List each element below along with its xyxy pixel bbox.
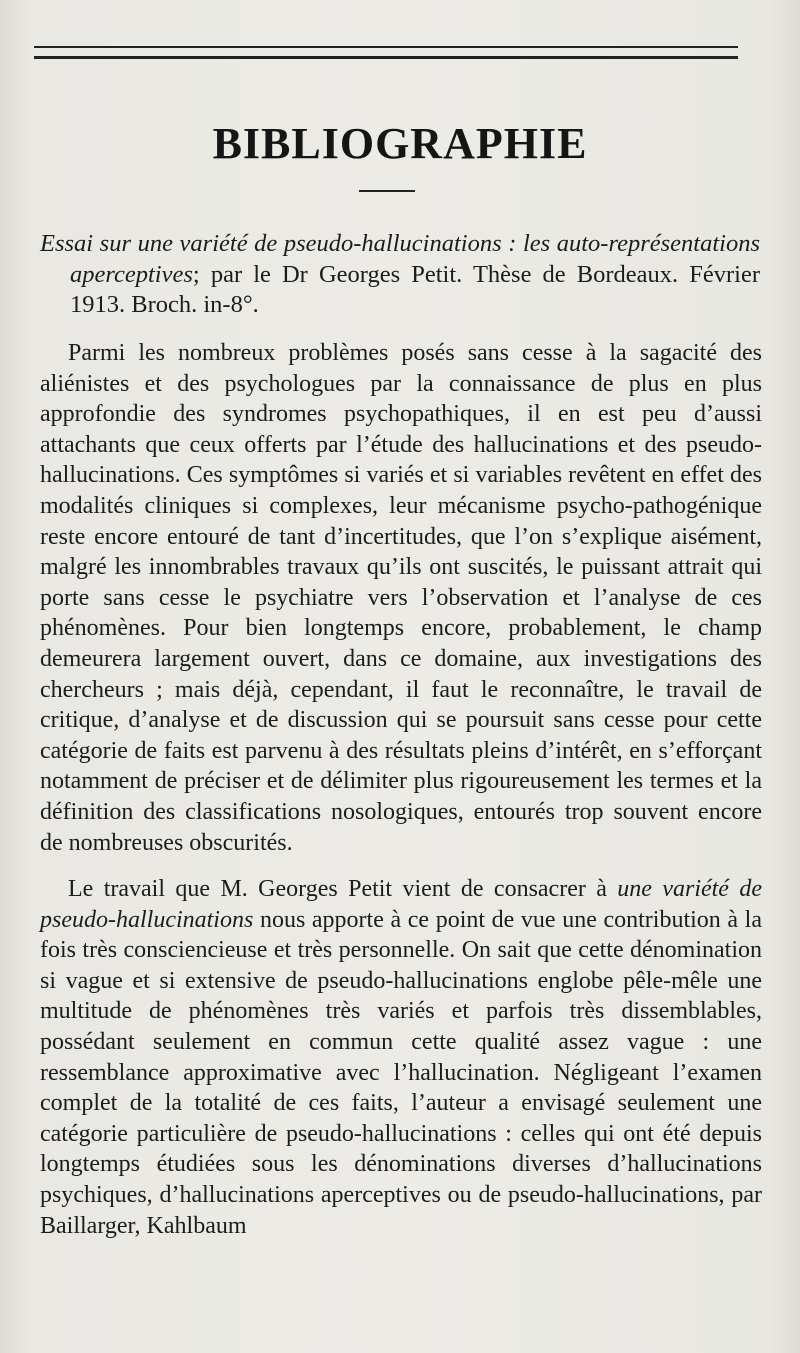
paragraph-1: Parmi les nombreux problèmes posés sans cesse à la sagacité des aliénistes et des psychologues par la connaissance de plus en plus approfondie des syndromes psychopathiques, il en est peu d’aussi attachants que ceux offerts par l’étude des hallucinations et des pseudo-hallucinations. Ces symptômes si variés et si variables revêtent en effet des modalités cliniques si complexes, leur mécanisme psycho-pathogénique reste encore entouré de tant d’incertitudes, que l’on s’explique aisément, malgré les innombrables travaux qu’ils ont suscités, le puissant attrait qui porte sans cesse le psychiatre vers l’observation et l’analyse de ces phénomènes. Pour bien longtemps encore, probablement, le champ demeurera largement ouvert, dans ce domaine, aux investigations des chercheurs ; mais déjà, cependant, il faut le reconnaître, le travail de critique, d’analyse et de discussion qui se poursuit sans cesse pour cette catégorie de faits est parvenu à des résultats pleins d’intérêt, en s’efforçant notamment de préciser et de délimiter plus rigoureusement les termes et la définition des classifications nosologiques, entourés trop souvent encore de nombreuses obscurités.: [40, 340, 762, 856]
header-rule-thin: [34, 46, 738, 48]
paragraph-2: [40, 874, 762, 1241]
section-title: BIBLIOGRAPHIE: [212, 119, 588, 168]
citation-details: ; par le Dr Georges Petit. Thèse de Bordeaux. Février 1913. Broch. in-8°.: [70, 260, 760, 318]
cited-work-title: Essai sur une variété de pseudo-hallucinations : les auto-représentations aperceptives: [40, 230, 760, 288]
title-underline: [359, 190, 415, 192]
header-rule-thick: [34, 56, 738, 59]
paragraph-2-end: nous apporte à ce point de vue une contribution à la fois très consciencieuse et très personnelle. On sait que cette dénomination si vague et si extensive de pseudo-hallucinations englobe pêle-mêle une multitude de phénomènes très variés et parfois très dissemblables, possédant seulement en commun cette qualité assez vague : une ressemblance approximative avec l’hallucination. Négligeant l’examen complet de la totalité de ces faits, l’auteur a envisagé seulement une catégorie particulière de pseudo-hallucinations : celles qui ont été depuis longtemps étudiées sous les dénominations diverses d’hallucinations psychiques, d’hallucinations aperceptives ou de pseudo-hallucinations, par Baillarger, Kahlbaum: [40, 906, 762, 1239]
paragraph-2-emphasis: une variété de pseudo-hallucinations: [40, 876, 762, 933]
bibliographic-citation: [40, 229, 760, 321]
review-body: [40, 338, 762, 1241]
paragraph-2-start: Le travail que M. Georges Petit vient de consacrer à: [68, 876, 618, 903]
